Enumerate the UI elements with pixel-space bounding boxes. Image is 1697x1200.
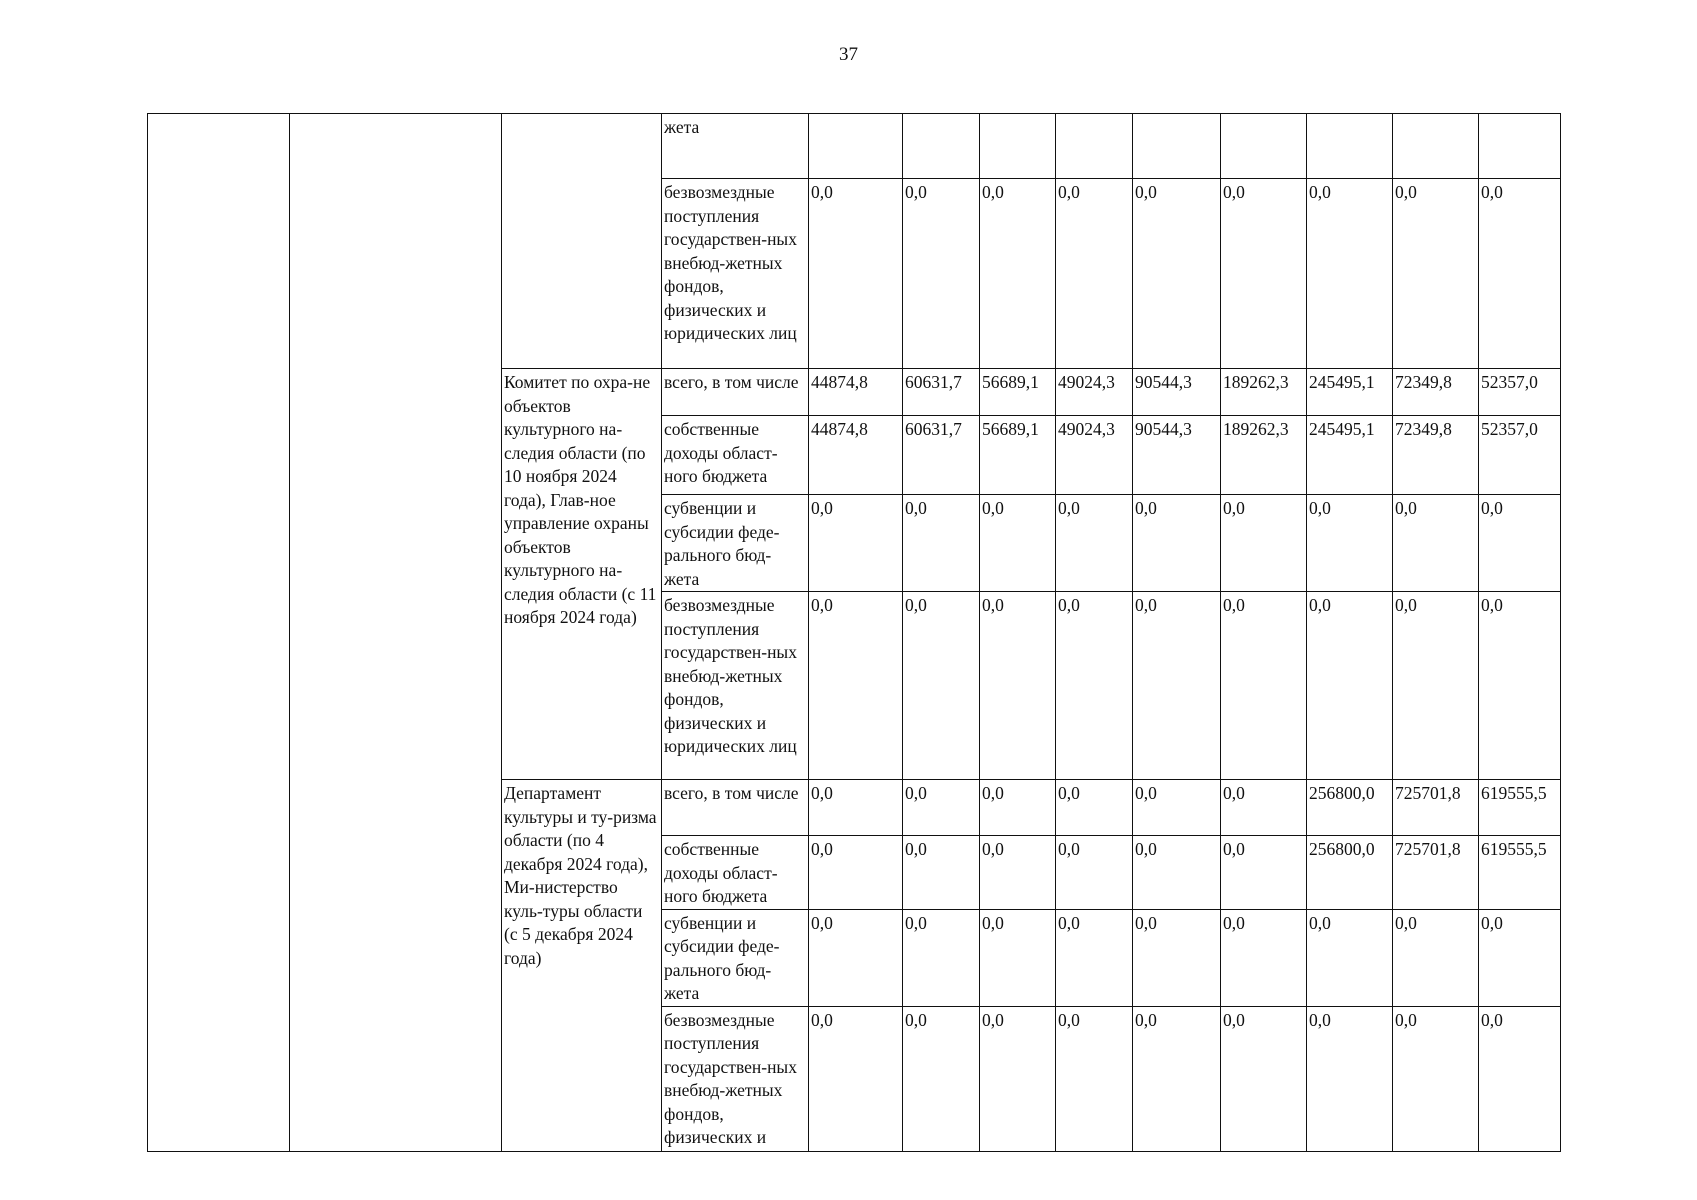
value-cell	[1056, 114, 1133, 179]
value-cell: 0,0	[1393, 495, 1479, 592]
value-cell: 0,0	[1479, 179, 1561, 369]
value-cell: 60631,7	[903, 416, 980, 495]
value-cell: 0,0	[809, 179, 903, 369]
value-cell: 189262,3	[1221, 369, 1307, 416]
value-cell: 49024,3	[1056, 416, 1133, 495]
organization-cell: Департамент культуры и ту-ризма области (по 4 декабря 2024 года), Ми-нистерство куль-туры области (с 5 декабря 2024 года)	[502, 780, 662, 1152]
value-cell: 0,0	[1056, 780, 1133, 836]
value-cell: 0,0	[1479, 495, 1561, 592]
value-cell	[980, 114, 1056, 179]
value-cell: 72349,8	[1393, 416, 1479, 495]
value-cell	[1307, 114, 1393, 179]
value-cell: 0,0	[1056, 592, 1133, 780]
value-cell: 0,0	[1056, 179, 1133, 369]
funding-source-cell: всего, в том числе	[662, 780, 809, 836]
value-cell	[1221, 114, 1307, 179]
value-cell: 619555,5	[1479, 780, 1561, 836]
value-cell: 0,0	[1221, 495, 1307, 592]
value-cell: 0,0	[903, 179, 980, 369]
value-cell: 0,0	[1221, 909, 1307, 1006]
col-2-cell	[290, 114, 502, 1152]
value-cell: 0,0	[980, 179, 1056, 369]
value-cell: 0,0	[903, 495, 980, 592]
value-cell: 0,0	[1307, 1006, 1393, 1151]
value-cell: 60631,7	[903, 369, 980, 416]
value-cell: 0,0	[903, 836, 980, 910]
value-cell: 0,0	[1221, 836, 1307, 910]
value-cell: 72349,8	[1393, 369, 1479, 416]
value-cell: 44874,8	[809, 416, 903, 495]
funding-source-cell: жета	[662, 114, 809, 179]
value-cell: 0,0	[1133, 495, 1221, 592]
organization-cell: Комитет по охра-не объектов культурного на-следия области (по 10 ноября 2024 года), Глав-ное управление охраны объектов культурного на-следия области (с 11 ноября 2024 года)	[502, 369, 662, 780]
value-cell: 0,0	[980, 495, 1056, 592]
value-cell: 52357,0	[1479, 369, 1561, 416]
value-cell: 0,0	[1056, 909, 1133, 1006]
value-cell: 245495,1	[1307, 416, 1393, 495]
value-cell: 619555,5	[1479, 836, 1561, 910]
value-cell: 189262,3	[1221, 416, 1307, 495]
value-cell: 0,0	[1056, 836, 1133, 910]
funding-source-cell: всего, в том числе	[662, 369, 809, 416]
value-cell: 0,0	[903, 909, 980, 1006]
funding-table	[147, 113, 1561, 1152]
col-1-cell	[148, 114, 290, 1152]
value-cell: 0,0	[1307, 592, 1393, 780]
funding-source-cell: субвенции и субсидии феде-рального бюд-жета	[662, 495, 809, 592]
value-cell: 725701,8	[1393, 780, 1479, 836]
value-cell: 0,0	[1133, 836, 1221, 910]
value-cell: 0,0	[809, 909, 903, 1006]
table-row	[148, 114, 1561, 179]
value-cell: 90544,3	[1133, 369, 1221, 416]
value-cell: 0,0	[1133, 1006, 1221, 1151]
value-cell: 49024,3	[1056, 369, 1133, 416]
value-cell: 0,0	[980, 836, 1056, 910]
funding-source-cell: безвозмездные поступления государствен-ных внебюд-жетных фондов, физических и юридических лиц	[662, 179, 809, 369]
value-cell: 0,0	[980, 1006, 1056, 1151]
value-cell: 0,0	[1133, 179, 1221, 369]
value-cell	[1133, 114, 1221, 179]
value-cell: 0,0	[809, 836, 903, 910]
value-cell: 0,0	[1056, 1006, 1133, 1151]
value-cell: 245495,1	[1307, 369, 1393, 416]
value-cell: 0,0	[1307, 909, 1393, 1006]
value-cell: 0,0	[980, 592, 1056, 780]
value-cell: 0,0	[903, 592, 980, 780]
value-cell: 52357,0	[1479, 416, 1561, 495]
value-cell: 0,0	[980, 909, 1056, 1006]
value-cell: 0,0	[1393, 1006, 1479, 1151]
funding-source-cell: собственные доходы област-ного бюджета	[662, 416, 809, 495]
value-cell: 0,0	[1479, 592, 1561, 780]
value-cell	[1479, 114, 1561, 179]
value-cell: 0,0	[1393, 592, 1479, 780]
value-cell: 0,0	[1307, 495, 1393, 592]
funding-source-cell: безвозмездные поступления государствен-ных внебюд-жетных фондов, физических и юридических лиц	[662, 592, 809, 780]
value-cell: 0,0	[980, 780, 1056, 836]
value-cell: 0,0	[1133, 780, 1221, 836]
value-cell: 0,0	[1133, 592, 1221, 780]
page-number: 37	[839, 44, 858, 65]
value-cell: 0,0	[903, 1006, 980, 1151]
value-cell	[903, 114, 980, 179]
organization-cell	[502, 114, 662, 369]
funding-source-cell: субвенции и субсидии феде-рального бюд-жета	[662, 909, 809, 1006]
value-cell: 0,0	[809, 592, 903, 780]
value-cell: 725701,8	[1393, 836, 1479, 910]
value-cell: 0,0	[1056, 495, 1133, 592]
value-cell	[1393, 114, 1479, 179]
value-cell: 256800,0	[1307, 780, 1393, 836]
value-cell: 0,0	[1307, 179, 1393, 369]
value-cell: 0,0	[1393, 179, 1479, 369]
value-cell: 44874,8	[809, 369, 903, 416]
value-cell: 0,0	[1479, 909, 1561, 1006]
value-cell: 0,0	[809, 495, 903, 592]
value-cell: 0,0	[1221, 592, 1307, 780]
value-cell: 90544,3	[1133, 416, 1221, 495]
value-cell: 0,0	[903, 780, 980, 836]
value-cell	[809, 114, 903, 179]
value-cell: 0,0	[1133, 909, 1221, 1006]
value-cell: 0,0	[809, 1006, 903, 1151]
value-cell: 0,0	[1221, 179, 1307, 369]
value-cell: 0,0	[809, 780, 903, 836]
funding-source-cell: безвозмездные поступления государствен-ных внебюд-жетных фондов, физических и	[662, 1006, 809, 1151]
value-cell: 0,0	[1479, 1006, 1561, 1151]
value-cell: 256800,0	[1307, 836, 1393, 910]
value-cell: 0,0	[1393, 909, 1479, 1006]
value-cell: 56689,1	[980, 416, 1056, 495]
value-cell: 56689,1	[980, 369, 1056, 416]
value-cell: 0,0	[1221, 780, 1307, 836]
value-cell: 0,0	[1221, 1006, 1307, 1151]
funding-source-cell: собственные доходы област-ного бюджета	[662, 836, 809, 910]
